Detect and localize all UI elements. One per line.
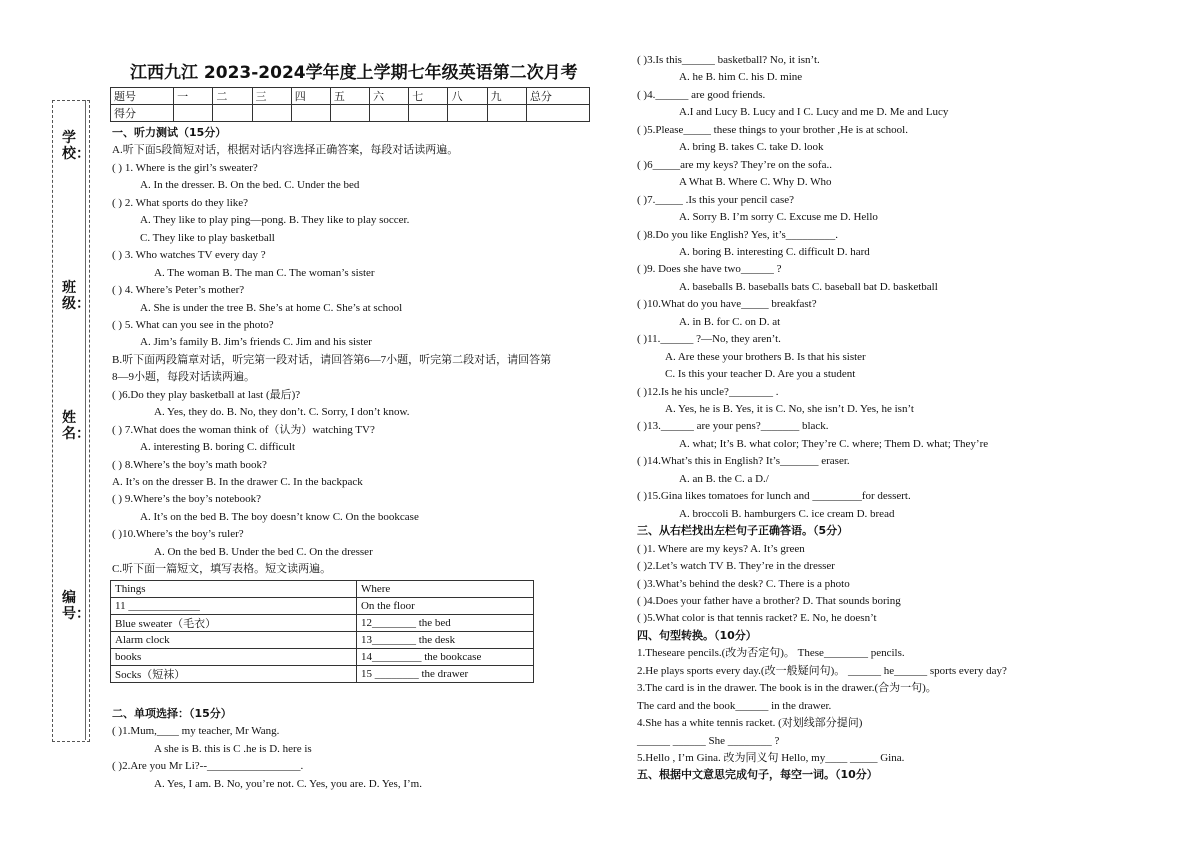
question-line: A. They like to play ping—pong. B. They like to play soccer. bbox=[140, 214, 410, 227]
question-line: A. Jim’s family B. Jim’s friends C. Jim and his sister bbox=[140, 336, 372, 349]
question-line: C.听下面一篇短文，填写表格。短文读两遍。 bbox=[112, 563, 332, 576]
question-line: A. Are these your brothers B. Is that his sister bbox=[665, 350, 866, 363]
score-row-label: 得分 bbox=[111, 105, 174, 122]
question-line: ( )5.What color is that tennis racket? E. No, he doesn’t bbox=[637, 612, 877, 625]
question-line: ( )10.What do you have_____ breakfast? bbox=[637, 298, 817, 311]
question-line: A. Sorry B. I’m sorry C. Excuse me D. Hello bbox=[679, 211, 878, 224]
score-header-row bbox=[111, 88, 590, 105]
question-line: ( )12.Is he his uncle?________ . bbox=[637, 385, 779, 398]
page-title: 江西九江 2023-2024学年度上学期七年级英语第二次月考 bbox=[130, 63, 578, 83]
question-line: ______ ______ She ________ ? bbox=[637, 734, 780, 747]
question-line: 5.Hello , I’m Gina. 改为同义句 Hello, my____ _____ Gina. bbox=[637, 752, 905, 764]
fill-table-cell: 15 ________ the drawer bbox=[356, 666, 533, 683]
question-line: ( )4.Does your father have a brother? D. That sounds boring bbox=[637, 594, 901, 607]
score-header-cell: 一 bbox=[174, 88, 213, 105]
score-cell[interactable] bbox=[174, 105, 213, 122]
question-line: ( )6.Do they play basketball at last (最后)? bbox=[112, 388, 301, 401]
question-line: A. bring B. takes C. take D. look bbox=[679, 141, 824, 154]
question-line: A. what; It’s B. what color; They’re C. where; Them D. what; They’re bbox=[679, 437, 989, 450]
question-line: ( )10.Where’s the boy’s ruler? bbox=[112, 528, 244, 541]
question-line: ( ) 5. What can you see in the photo? bbox=[112, 318, 274, 331]
question-line: ( )3.Is this______ basketball? No, it isn’t. bbox=[637, 54, 820, 66]
question-line: ( )5.Please_____ these things to your brother ,He is at school. bbox=[637, 123, 908, 136]
score-header-cell: 三 bbox=[252, 88, 291, 105]
fill-table-cell: Socks（短袜） bbox=[111, 666, 357, 683]
question-line: A. interesting B. boring C. difficult bbox=[140, 441, 296, 454]
question-line: ( )1. Where are my keys? A. It’s green bbox=[637, 542, 805, 555]
question-line: ( ) 4. Where’s Peter’s mother? bbox=[112, 284, 245, 297]
section-heading: 三、从右栏找出左栏句子正确答语。（5分） bbox=[637, 524, 849, 538]
question-line: A What B. Where C. Why D. Who bbox=[679, 176, 832, 189]
question-line: B.听下面两段篇章对话，听完第一段对话，请回答第6—7小题，听完第二段对话，请回答第 bbox=[112, 353, 552, 366]
fill-table-cell: On the floor bbox=[356, 598, 533, 615]
fill-table-header: Where bbox=[356, 581, 533, 598]
section-heading: 一、听力测试（15分） bbox=[112, 126, 227, 139]
class-label: 班级： bbox=[62, 280, 90, 312]
score-header-cell: 七 bbox=[409, 88, 448, 105]
section-heading: 二、单项选择：（15分） bbox=[112, 707, 232, 720]
fill-table-cell: 13________ the desk bbox=[356, 632, 533, 649]
question-line: A. an B. the C. a D./ bbox=[679, 472, 769, 485]
listening-fill-table bbox=[110, 580, 534, 683]
score-header-cell: 四 bbox=[291, 88, 330, 105]
fill-table-cell: 11 _____________ bbox=[111, 598, 357, 615]
question-line: 2.He plays sports every day.(改一般疑问句)。 ______ he______ sports every day? bbox=[637, 664, 1007, 677]
question-line: ( )14.What’s this in English? It’s_______ eraser. bbox=[637, 455, 850, 468]
question-line: A. Yes, I am. B. No, you’re not. C. Yes, you are. D. Yes, I’m. bbox=[154, 777, 422, 790]
fill-table-row bbox=[111, 649, 534, 666]
question-line: ( )15.Gina likes tomatoes for lunch and _________for dessert. bbox=[637, 490, 911, 503]
question-line: ( ) 2. What sports do they like? bbox=[112, 196, 249, 209]
question-line: A. baseballs B. baseballs bats C. baseball bat D. basketball bbox=[679, 280, 938, 293]
question-line: ( )7._____ .Is this your pencil case? bbox=[637, 193, 795, 206]
question-line: A. It’s on the bed B. The boy doesn’t know C. On the bookcase bbox=[140, 510, 419, 523]
fill-table-header: Things bbox=[111, 581, 357, 598]
score-cell[interactable] bbox=[252, 105, 291, 122]
question-line: A. broccoli B. hamburgers C. ice cream D. bread bbox=[679, 507, 895, 520]
question-line: A. The woman B. The man C. The woman’s sister bbox=[154, 266, 375, 279]
question-line: A. he B. him C. his D. mine bbox=[679, 71, 803, 84]
question-line: 4.She has a white tennis racket. (对划线部分提问) bbox=[637, 717, 863, 730]
question-line: ( )13.______ are your pens?_______ black. bbox=[637, 420, 829, 433]
question-line: A.听下面5段简短对话，根据对话内容选择正确答案，每段对话读两遍。 bbox=[112, 144, 459, 157]
binding-line bbox=[85, 100, 86, 740]
name-label: 姓名： bbox=[62, 410, 90, 442]
fill-table-cell: 14_________ the bookcase bbox=[356, 649, 533, 666]
question-line: A she is B. this is C .he is D. here is bbox=[154, 742, 312, 755]
question-line: ( ) 3. Who watches TV every day ? bbox=[112, 249, 266, 262]
number-label: 编号： bbox=[62, 590, 90, 622]
score-header-cell: 九 bbox=[487, 88, 526, 105]
question-line: A. Yes, he is B. Yes, it is C. No, she isn’t D. Yes, he isn’t bbox=[665, 403, 914, 415]
score-cell[interactable] bbox=[409, 105, 448, 122]
score-cell[interactable] bbox=[291, 105, 330, 122]
section-heading: 五、根据中文意思完成句子，每空一词。（10分） bbox=[637, 768, 878, 782]
score-value-row bbox=[111, 105, 590, 122]
fill-table-row bbox=[111, 632, 534, 649]
question-line: ( )2.Let’s watch TV B. They’re in the dresser bbox=[637, 560, 835, 573]
fill-table-row bbox=[111, 598, 534, 615]
question-line: A. She is under the tree B. She’s at home C. She’s at school bbox=[140, 301, 403, 314]
question-line: 3.The card is in the drawer. The book is in the drawer.(合为一句)。 bbox=[637, 682, 937, 695]
question-line: The card and the book______ in the drawer. bbox=[637, 699, 832, 712]
score-cell[interactable] bbox=[213, 105, 252, 122]
fill-table-row bbox=[111, 615, 534, 632]
section-heading: 四、句型转换。（10分） bbox=[637, 628, 757, 642]
question-line: A. boring B. interesting C. difficult D. hard bbox=[679, 245, 870, 258]
question-line: ( ) 7.What does the woman think of（认为）watching TV? bbox=[112, 423, 375, 436]
question-line: A. It’s on the dresser B. In the drawer C. In the backpack bbox=[112, 476, 363, 488]
question-line: ( )9. Does she have two______ ? bbox=[637, 263, 782, 276]
question-line: A. Yes, they do. B. No, they don’t. C. Sorry, I don’t know. bbox=[154, 406, 410, 419]
fill-table-cell: Blue sweater（毛衣） bbox=[111, 615, 357, 632]
question-line: ( )8.Do you like English? Yes, it’s_________. bbox=[637, 228, 839, 241]
question-line: A. In the dresser. B. On the bed. C. Under the bed bbox=[140, 179, 360, 192]
score-header-cell: 六 bbox=[370, 88, 409, 105]
question-line: A.I and Lucy B. Lucy and I C. Lucy and me D. Me and Lucy bbox=[679, 106, 949, 119]
question-line: 1.Theseare pencils.(改为否定句)。 These________ pencils. bbox=[637, 647, 905, 660]
question-line: A. in B. for C. on D. at bbox=[679, 315, 781, 328]
question-line: ( )2.Are you Mr Li?--_________________. bbox=[112, 760, 304, 773]
question-line: ( )1.Mum,____ my teacher, Mr Wang. bbox=[112, 725, 280, 738]
score-header-cell: 八 bbox=[448, 88, 487, 105]
score-header-cell: 题号 bbox=[111, 88, 174, 105]
score-cell[interactable] bbox=[448, 105, 487, 122]
question-line: ( )11.______ ?—No, they aren’t. bbox=[637, 333, 781, 346]
question-line: ( ) 9.Where’s the boy’s notebook? bbox=[112, 493, 262, 506]
question-line: ( ) 8.Where’s the boy’s math book? bbox=[112, 458, 267, 471]
fill-table-cell: 12________ the bed bbox=[356, 615, 533, 632]
question-line: 8—9小题，每段对话读两遍。 bbox=[112, 371, 255, 384]
score-header-cell: 总分 bbox=[526, 88, 589, 105]
question-line: ( ) 1. Where is the girl’s sweater? bbox=[112, 161, 258, 174]
score-table bbox=[110, 87, 590, 122]
score-header-cell: 五 bbox=[330, 88, 369, 105]
question-line: ( )6_____are my keys? They’re on the sofa.. bbox=[637, 158, 832, 171]
school-label: 学校： bbox=[62, 130, 90, 162]
question-line: A. On the bed B. Under the bed C. On the dresser bbox=[154, 545, 373, 558]
score-cell[interactable] bbox=[487, 105, 526, 122]
question-line: ( )4.______ are good friends. bbox=[637, 88, 766, 101]
fill-table-cell: books bbox=[111, 649, 357, 666]
fill-table-cell: Alarm clock bbox=[111, 632, 357, 649]
score-header-cell: 二 bbox=[213, 88, 252, 105]
fill-table-row bbox=[111, 666, 534, 683]
question-line: C. They like to play basketball bbox=[140, 231, 275, 244]
score-cell[interactable] bbox=[370, 105, 409, 122]
score-cell[interactable] bbox=[330, 105, 369, 122]
question-line: ( )3.What’s behind the desk? C. There is a photo bbox=[637, 577, 850, 590]
score-cell[interactable] bbox=[526, 105, 589, 122]
question-line: C. Is this your teacher D. Are you a student bbox=[665, 368, 856, 381]
